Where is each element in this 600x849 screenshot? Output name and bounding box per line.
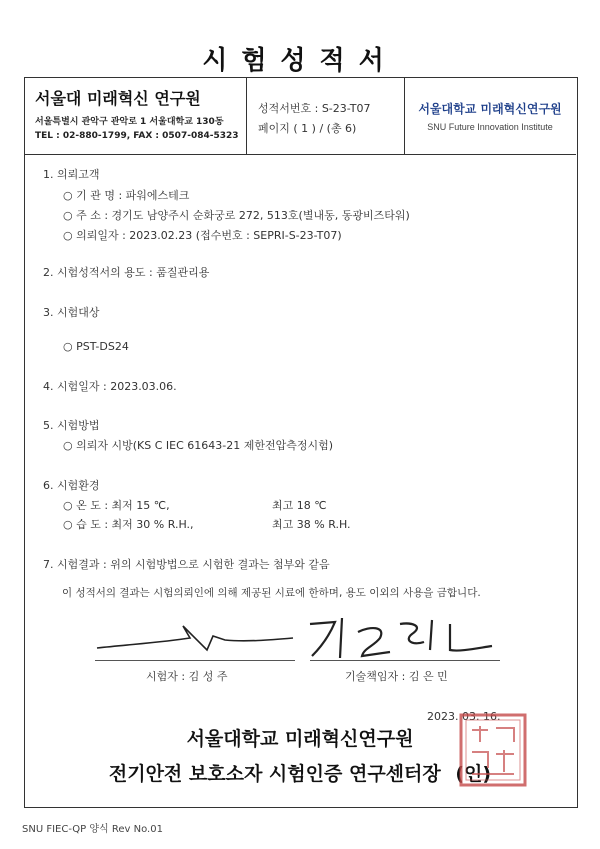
tester-signature [95,620,295,660]
client-date: ○ 의뢰일자 : 2023.02.23 (접수번호 : SEPRI-S-23-T07) [63,229,342,242]
certificate-number: 성적서번호 : S-23-T07 [258,102,371,115]
certificate-info [246,78,405,154]
institute-logo [404,78,576,154]
institute-info [25,78,247,154]
section-client-heading: 1. 의뢰고객 [43,168,100,181]
footer-seal-label: (인) [455,763,492,785]
manager-name: 기술책임자 : 김 은 민 [345,670,448,683]
section-test-date: 4. 시험일자 : 2023.03.06. [43,380,177,393]
document-title: 시험성적서 [202,46,398,76]
header-row [25,78,576,155]
env-temp-min: ○ 온 도 : 최저 15 ℃, [63,499,170,512]
section-purpose: 2. 시험성적서의 용도 : 품질관리용 [43,266,210,279]
client-address: ○ 주 소 : 경기도 남양주시 순화궁로 272, 513호(별내동, 동광비즈타워) [63,209,410,222]
tester-signature-line [95,660,295,661]
official-seal-icon [458,712,528,788]
section-target-heading: 3. 시험대상 [43,306,100,319]
client-org: ○ 기 관 명 : 파워에스테크 [63,189,190,202]
target-item: ○ PST-DS24 [63,340,129,353]
form-identifier: SNU FIEC-QP 양식 Rev No.01 [22,824,163,835]
institute-address: 서울특별시 관악구 관악로 1 서울대학교 130동 [35,117,224,127]
issue-date: 2023. 03. 16. [427,710,501,723]
section-method-heading: 5. 시험방법 [43,419,100,432]
footer-institute: 서울대학교 미래혁신연구원 [186,728,414,750]
institute-name: 서울대 미래혁신 연구원 [35,89,201,108]
page-indicator: 페이지 ( 1 ) / (총 6) [258,122,357,135]
footer-center-name: 전기안전 보호소자 시험인증 연구센터장 [108,763,441,785]
env-hum-max: 최고 38 % R.H. [272,518,351,531]
section-result: 7. 시험결과 : 위의 시험방법으로 시험한 결과는 첨부와 같음 [43,558,330,571]
logo-english: SNU Future Innovation Institute [427,122,553,132]
logo-korean: 서울대학교 미래혁신연구원 [418,102,562,116]
manager-signature-line [310,660,500,661]
section-environment-heading: 6. 시험환경 [43,479,100,492]
institute-contact: TEL : 02-880-1799, FAX : 0507-084-5323 [35,131,239,141]
env-temp-max: 최고 18 ℃ [272,499,327,512]
usage-notice: 이 성적서의 결과는 시험의뢰인에 의해 제공된 시료에 한하며, 용도 이외의 사용을 금합니다. [62,587,481,599]
env-hum-min: ○ 습 도 : 최저 30 % R.H., [63,518,194,531]
tester-name: 시험자 : 김 성 주 [146,670,228,683]
manager-signature [300,612,500,670]
method-item: ○ 의뢰자 시방(KS C IEC 61643-21 제한전압측정시험) [63,439,334,452]
